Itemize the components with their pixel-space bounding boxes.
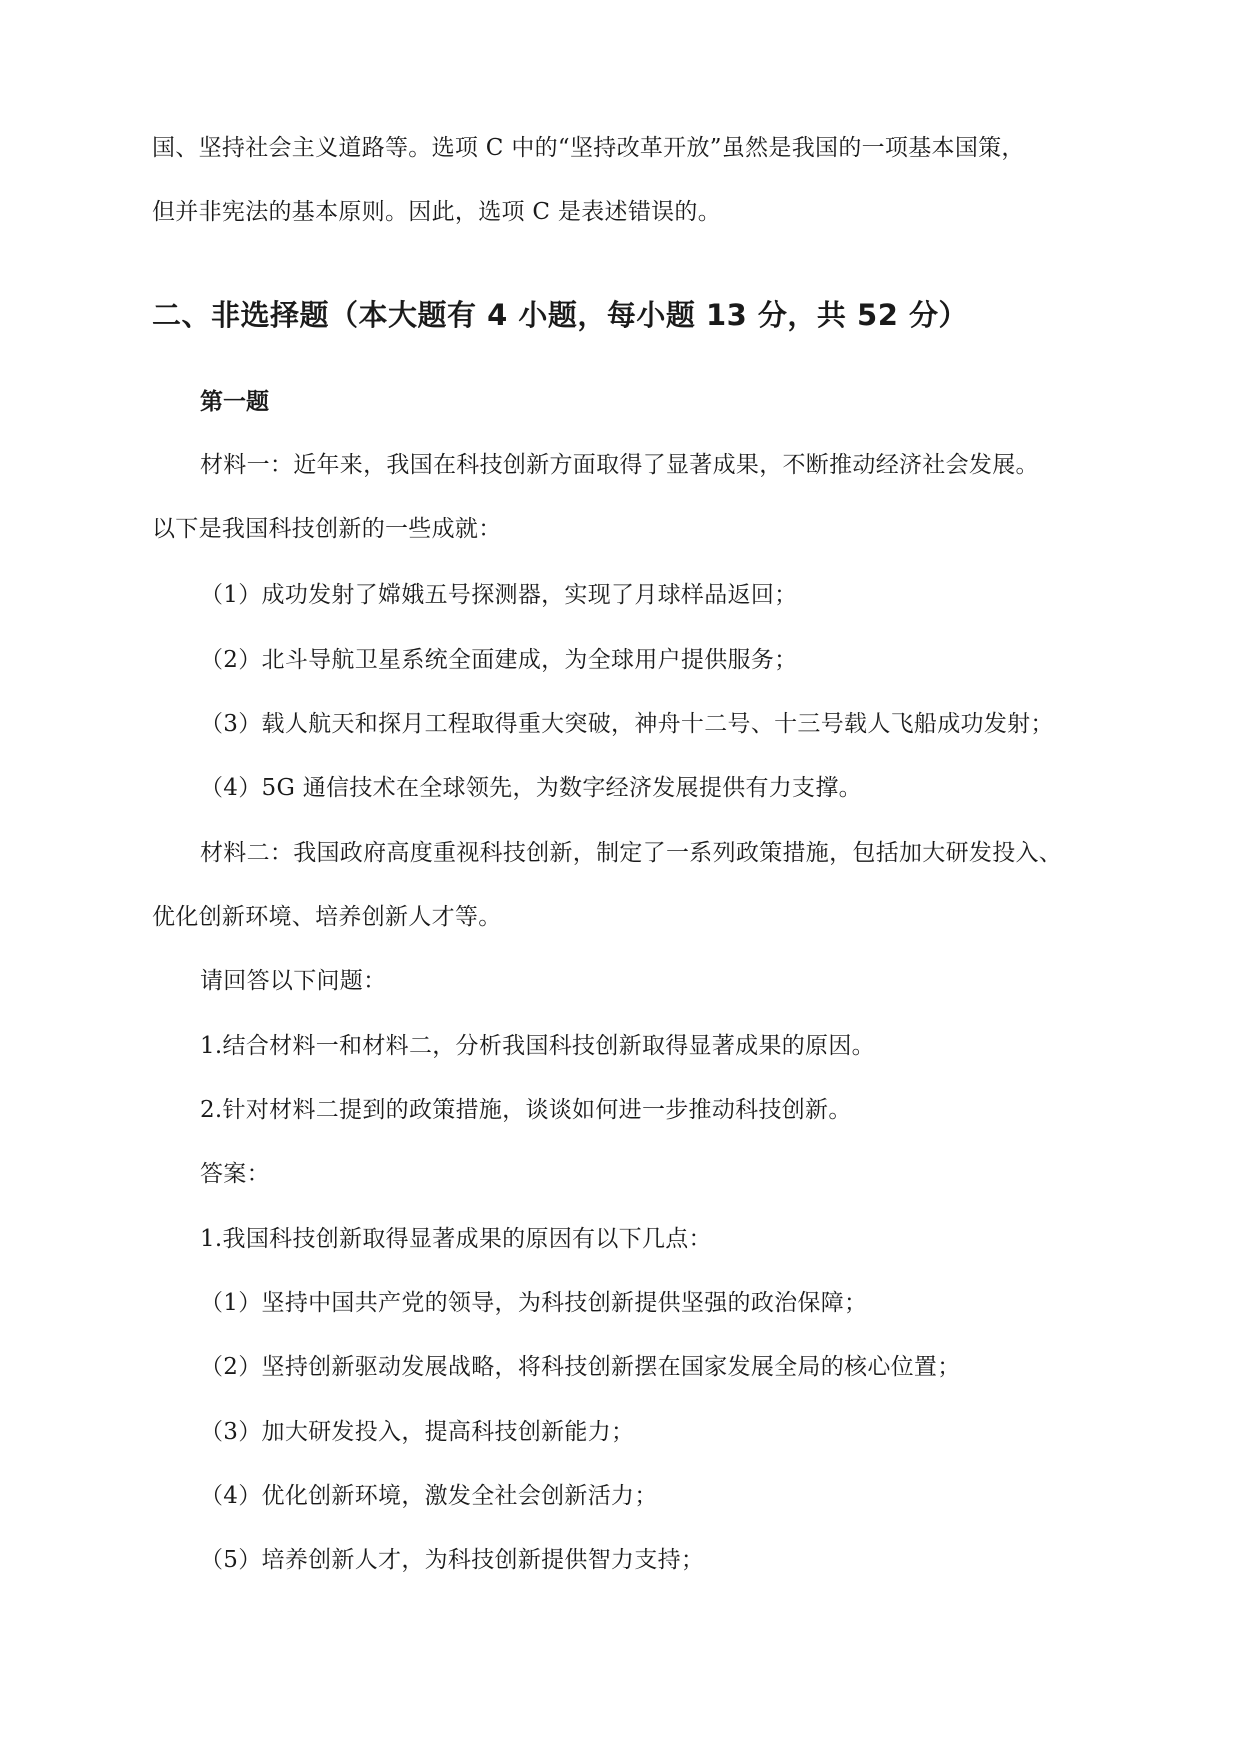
material-2-line-1: 材料二：我国政府高度重视科技创新，制定了一系列政策措施，包括加大研发投入、 [200, 840, 1063, 866]
reason-item: （3）加大研发投入，提高科技创新能力； [200, 1419, 635, 1445]
achievement-item: （3）载人航天和探月工程取得重大突破，神舟十二号、十三号载人飞船成功发射； [200, 711, 1054, 737]
reason-item: （4）优化创新环境，激发全社会创新活力； [200, 1483, 658, 1509]
question-item: 1.结合材料一和材料二，分析我国科技创新取得显著成果的原因。 [200, 1033, 875, 1059]
achievement-item: （4）5G 通信技术在全球领先，为数字经济发展提供有力支撑。 [200, 775, 862, 801]
prev-answer-line-2: 但并非宪法的基本原则。因此，选项 C 是表述错误的。 [152, 199, 722, 225]
reason-item: （2）坚持创新驱动发展战略，将科技创新摆在国家发展全局的核心位置； [200, 1354, 961, 1380]
question-prompt: 请回答以下问题： [200, 968, 387, 994]
achievement-item: （1）成功发射了嫦娥五号探测器，实现了月球样品返回； [200, 582, 798, 608]
question-title: 第一题 [200, 389, 269, 415]
question-item: 2.针对材料二提到的政策措施，谈谈如何进一步推动科技创新。 [200, 1097, 852, 1123]
answer-intro: 1.我国科技创新取得显著成果的原因有以下几点： [200, 1226, 712, 1252]
material-1-line-2: 以下是我国科技创新的一些成就： [152, 516, 502, 542]
reason-item: （5）培养创新人才，为科技创新提供智力支持； [200, 1547, 705, 1573]
material-1-line-1: 材料一：近年来，我国在科技创新方面取得了显著成果，不断推动经济社会发展。 [200, 452, 1039, 478]
section-heading: 二、非选择题（本大题有 4 小题，每小题 13 分，共 52 分） [152, 298, 968, 332]
prev-answer-line-1: 国、坚持社会主义道路等。选项 C 中的“坚持改革开放”虽然是我国的一项基本国策， [152, 135, 1025, 161]
answer-label: 答案： [200, 1161, 270, 1187]
reason-item: （1）坚持中国共产党的领导，为科技创新提供坚强的政治保障； [200, 1290, 868, 1316]
material-2-line-2: 优化创新环境、培养创新人才等。 [152, 904, 502, 930]
achievement-item: （2）北斗导航卫星系统全面建成，为全球用户提供服务； [200, 647, 798, 673]
